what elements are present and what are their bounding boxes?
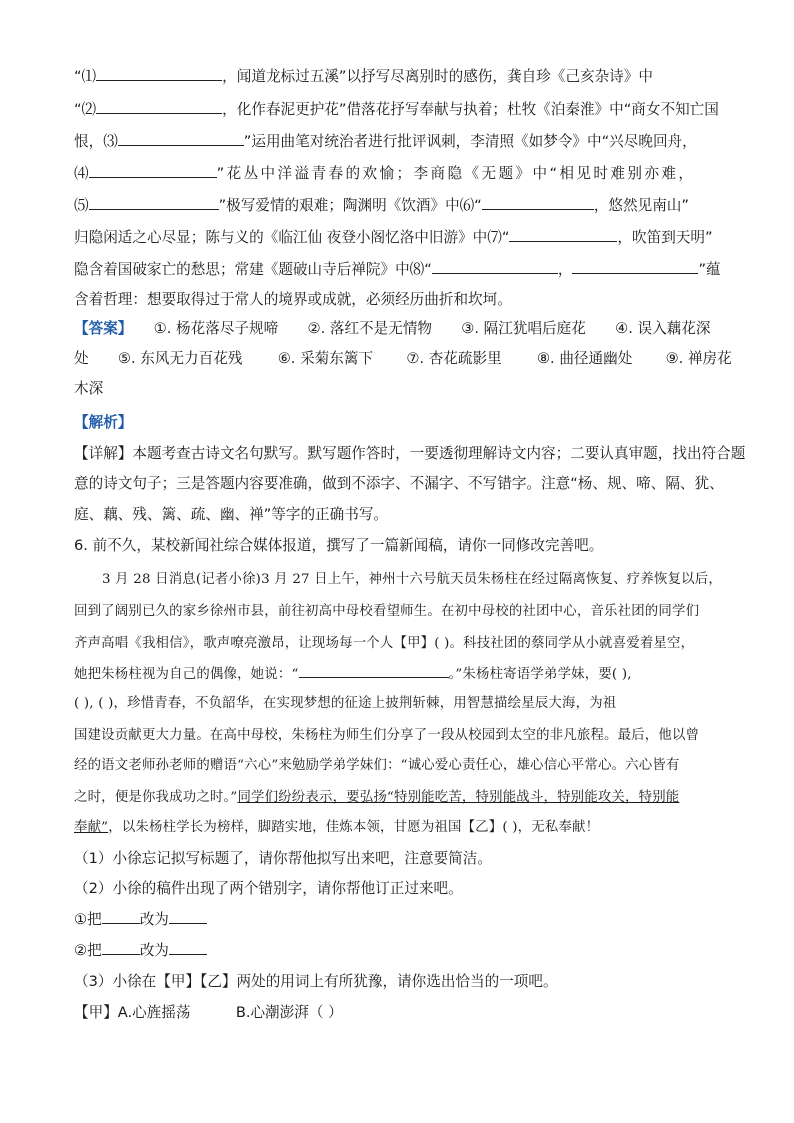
news-underlined-text: 奉献” (74, 820, 109, 835)
wrong-char-blank[interactable] (102, 941, 140, 955)
sub-text: 改为 (139, 942, 169, 959)
answer-item: ①. 杨花落尽子规啼 (153, 320, 279, 337)
answer-label: 【答案】 (74, 320, 133, 337)
answer-blank[interactable] (572, 260, 698, 274)
answer-blank[interactable] (96, 67, 222, 81)
news-line-5: ( ), ( )，珍惜青春，不负韶华，在实现梦想的征途上披荆斩棘，用智慧描绘星辰大海，为祖 (74, 696, 617, 711)
correct-char-blank[interactable] (169, 910, 207, 924)
q5-line-1 (74, 67, 653, 87)
q5-line-2 (74, 100, 719, 120)
news-text: 之时，便是你我成功之时。” (74, 790, 238, 805)
q5-text: ”运用曲笔对统治者进行批评讽刺，李清照《如梦令》中“兴尽晚回舟， (243, 133, 697, 150)
answer-item: ⑧. 曲径通幽处 (536, 350, 633, 367)
q5-text: ，闻道龙标过五溪”以抒写尽离别时的感伤，龚自珍《己亥杂诗》中 (222, 68, 653, 85)
q5-text: ”极写爱情的艰难；陶渊明《饮酒》中⑹“ (218, 197, 482, 214)
q5-line-6 (74, 228, 713, 248)
q5-text: ⑷ (74, 165, 89, 182)
news-line-9 (74, 818, 599, 838)
q5-text: ，吹笛到天明” (617, 229, 713, 246)
answer-blank[interactable] (89, 196, 219, 210)
q5-text: “⑵ (74, 101, 97, 118)
q5-line-7 (74, 260, 721, 280)
q6-sub-2: （2）小徐的稿件出现了两个错别字，请你帮他订正过来吧。 (74, 880, 463, 897)
news-line-1: 3 月 28 日消息(记者小徐)3 月 27 日上午，神州十六号航天员朱杨柱在经过隔离恢复、疗养恢复以后， (102, 572, 722, 587)
sub-text: 改为 (139, 911, 169, 928)
answer-blank[interactable] (89, 164, 217, 178)
answer-line-2 (74, 349, 732, 369)
news-line-3: 齐声高唱《我相信》，歌声嘹亮激昂，让现场每一个人【甲】( )。科技社团的蔡同学从小就喜爱着星空， (74, 636, 695, 651)
q5-line-8: 含着哲理：想要取得过于常人的境界或成就，必须经历曲折和坎坷。 (74, 291, 512, 308)
q5-text: 归隐闲适之心尽显；陈与义的《临江仙 夜登小阁忆洛中旧游》中⑺“ (74, 229, 510, 246)
answer-line-3: 木深 (74, 380, 104, 397)
answer-item: ⑤. 东风无力百花残 (117, 350, 243, 367)
news-text: ，以朱杨柱学长为榜样，脚踏实地，佳炼本领，甘愿为祖国【乙】( )，无私奉献！ (108, 820, 600, 835)
q5-text: ”花丛中洋溢青春的欢愉；李商隐《无题》中“相见时难别亦难， (216, 165, 696, 182)
q5-text: ，化作春泥更护花”借落花抒写奉献与执着；杜牧《泊秦淮》中“商女不知亡国 (222, 101, 719, 118)
q5-text: ⑸ (74, 197, 89, 214)
answer-blank[interactable] (96, 100, 222, 114)
answer-item: ②. 落红不是无情物 (307, 320, 433, 337)
sub-text: ①把 (74, 911, 102, 928)
option-a: 【甲】A.心旌摇荡 (74, 1004, 191, 1021)
q6-title: 6. 前不久，某校新闻社综合媒体报道，撰写了一篇新闻稿，请你一同修改完善吧。 (74, 537, 604, 554)
q6-sub-1: （1）小徐忘记拟写标题了，请你帮他拟写出来吧，注意要简洁。 (74, 850, 492, 867)
analysis-line-2: 意的诗文句子；三是答题内容要准确，做到不添字、不漏字、不写错字。注意“杨、规、啼、隔、犹、 (74, 475, 724, 492)
q6-sub-3: （3）小徐在【甲】【乙】两处的用词上有所犹豫，请你选出恰当的一项吧。 (74, 973, 558, 990)
answer-blank[interactable] (432, 260, 558, 274)
q5-line-3 (74, 132, 697, 152)
q6-sub-2a (74, 910, 207, 930)
q5-text: 隐含着国破家亡的愁思；常建《题破山寺后禅院》中⑻“ (74, 261, 432, 278)
quote-blank[interactable] (299, 664, 449, 678)
q5-text: ， (557, 261, 573, 278)
news-line-4 (74, 664, 632, 685)
answer-line-1 (74, 319, 710, 339)
analysis-label: 【解析】 (74, 414, 133, 431)
sub-text: ②把 (74, 942, 102, 959)
news-text: 她把朱杨柱视为自己的偶像，她说：“ (74, 667, 299, 682)
analysis-line-1: 【详解】本题考查古诗文名句默写。默写题作答时，一要透彻理解诗文内容；二要认真审题，找出符合题 (74, 445, 746, 462)
q6-sub-3-options (74, 1003, 343, 1023)
answer-blank[interactable] (509, 228, 617, 242)
news-line-7: 经的语文老师孙老师的赠语“六心”来勉励学弟学妹们：“诚心爱心责任心，雄心信心平常心。六心皆有 (74, 758, 680, 773)
option-b: B.心潮澎湃（ ） (235, 1004, 343, 1021)
q5-text: “⑴ (74, 68, 97, 85)
analysis-line-3: 庭、藕、残、篱、疏、幽、禅”等字的正确书写。 (74, 506, 389, 523)
q5-text: ，悠然见南山” (593, 197, 689, 214)
answer-blank[interactable] (482, 196, 594, 210)
news-text: 。”朱杨柱寄语学弟学妹，要( ), (448, 667, 632, 682)
q5-line-4 (74, 164, 695, 184)
correct-char-blank[interactable] (169, 941, 207, 955)
wrong-char-blank[interactable] (102, 910, 140, 924)
q5-text: 恨，⑶ (74, 133, 118, 150)
q5-text: ”蕴 (698, 261, 721, 278)
q6-sub-2b (74, 941, 207, 961)
answer-blank[interactable] (118, 132, 244, 146)
answer-item: ⑦. 杏花疏影里 (406, 350, 502, 367)
news-underlined-text: 同学们纷纷表示，要弘扬“特别能吃苦，特别能战斗，特别能攻关，特别能 (237, 790, 680, 805)
answer-item: ⑨. 禅房花 (665, 350, 732, 367)
news-line-6: 国建设贡献更大力量。在高中母校，朱杨柱为师生们分享了一段从校园到太空的非凡旅程。最后，他以曾 (74, 728, 700, 743)
answer-item: 处 (74, 350, 89, 367)
q5-line-5 (74, 196, 689, 216)
news-line-8 (74, 788, 679, 808)
news-line-2: 回到了阔别已久的家乡徐州市县，前往初高中母校看望师生。在初中母校的社团中心，音乐社团的同学们 (74, 604, 700, 619)
answer-item: ⑥. 采菊东篱下 (277, 350, 374, 367)
answer-item: ③. 隔江犹唱后庭花 (461, 320, 586, 337)
answer-item: ④. 误入藕花深 (615, 320, 711, 337)
